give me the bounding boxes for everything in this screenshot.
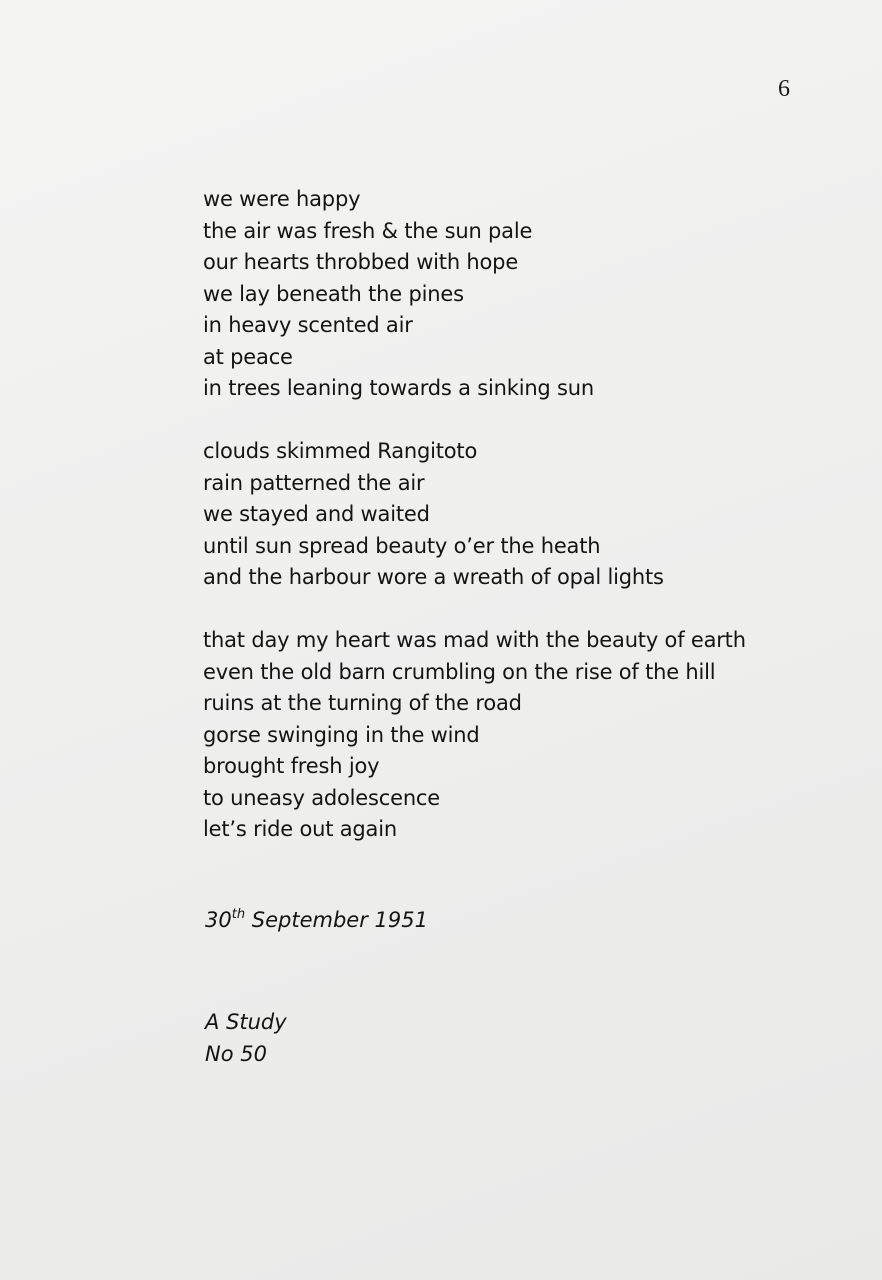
- page-number: 6: [778, 76, 790, 102]
- poem-line: that day my heart was mad with the beauty of earth: [203, 628, 746, 652]
- poem-line: our hearts throbbed with hope: [203, 250, 519, 274]
- poem-line: we were happy: [203, 187, 361, 211]
- poem-line: gorse swinging in the wind: [203, 722, 480, 747]
- poem-line: and the harbour wore a wreath of opal lights: [203, 565, 664, 589]
- poem-line: rain patterned the air: [203, 470, 425, 495]
- stanza-2: [203, 436, 746, 594]
- poem-line: the air was fresh & the sun pale: [203, 218, 533, 243]
- poem-line: in trees leaning towards a sinking sun: [203, 376, 595, 400]
- poem-line: we lay beneath the pines: [203, 281, 464, 306]
- poem-body: [203, 184, 746, 877]
- poem-footer: [205, 1006, 287, 1070]
- poem-line: let’s ride out again: [203, 817, 397, 841]
- study-title: A Study: [205, 1010, 287, 1034]
- date-rest: September 1951: [245, 908, 428, 932]
- poem-line: in heavy scented air: [203, 313, 413, 337]
- poem-line: to uneasy adolescence: [203, 785, 440, 810]
- date-suffix: th: [231, 907, 246, 922]
- stanza-3: [203, 625, 746, 846]
- poem-line: we stayed and waited: [203, 502, 430, 526]
- poem-line: until sun spread beauty o’er the heath: [203, 533, 601, 558]
- poem-line: brought fresh joy: [203, 754, 380, 778]
- poem-line: ruins at the turning of the road: [203, 691, 522, 715]
- stanza-1: [203, 184, 746, 405]
- study-number: No 50: [205, 1042, 267, 1066]
- poem-line: even the old barn crumbling on the rise of the hill: [203, 659, 716, 684]
- poem-line: clouds skimmed Rangitoto: [203, 439, 478, 463]
- poem-date: [205, 908, 428, 932]
- poem-line: at peace: [203, 344, 293, 369]
- date-day: 30: [205, 908, 232, 932]
